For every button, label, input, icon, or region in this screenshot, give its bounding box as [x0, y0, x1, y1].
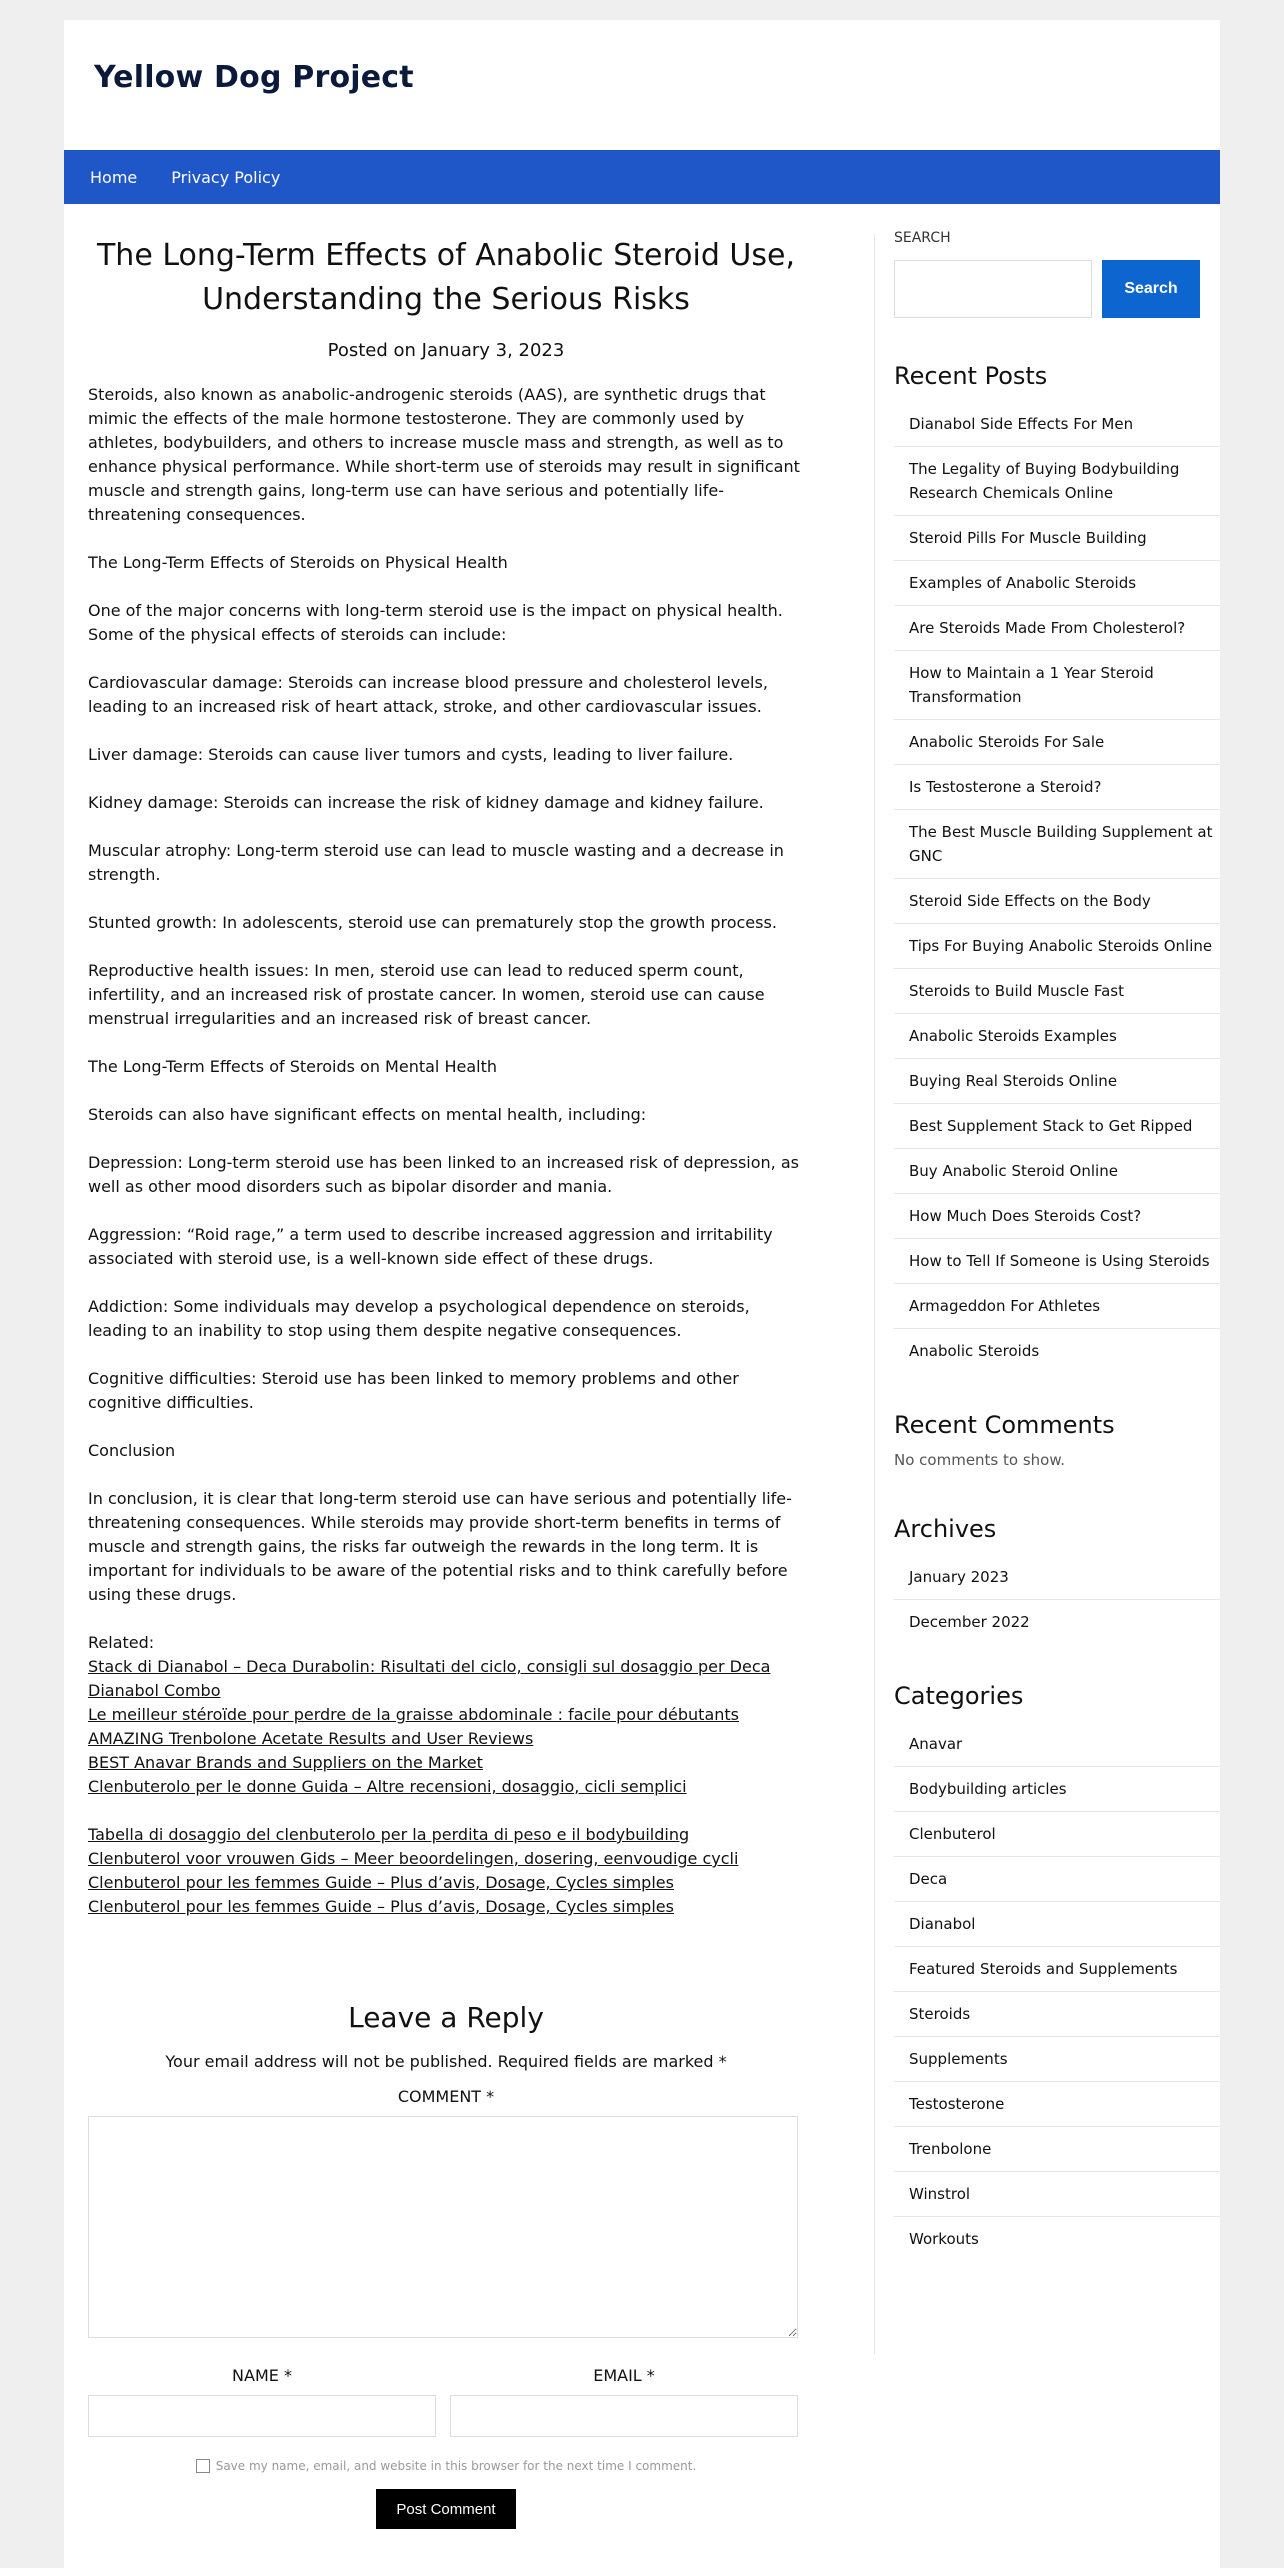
category-link[interactable]: Testosterone [894, 2082, 1220, 2127]
category-link[interactable]: Bodybuilding articles [894, 1767, 1220, 1812]
post-paragraph: Aggression: “Roid rage,” a term used to describe increased aggression and irritability associated with steroid use, is a well-known side effect of these drugs. [88, 1225, 773, 1268]
related-link[interactable]: BEST Anavar Brands and Suppliers on the Market [88, 1753, 483, 1772]
archives-list [894, 1555, 1220, 1644]
recent-post-link[interactable]: Are Steroids Made From Cholesterol? [894, 606, 1220, 651]
category-link[interactable]: Winstrol [894, 2172, 1220, 2217]
post-paragraph: Reproductive health issues: In men, steroid use can lead to reduced sperm count, infertility, and an increased risk of prostate cancer. In women, steroid use can cause menstrual irregularities and an increased risk of breast cancer. [88, 961, 765, 1028]
consent-row [88, 2459, 804, 2473]
related-link[interactable]: Clenbuterolo per le donne Guida – Altre recensioni, dosaggio, cicli semplici [88, 1777, 687, 1796]
recent-post-link[interactable]: Steroid Pills For Muscle Building [894, 516, 1220, 561]
email-label: EMAIL * [593, 2366, 655, 2385]
recent-post-link[interactable]: Armageddon For Athletes [894, 1284, 1220, 1329]
related-label: Related: [88, 1633, 155, 1652]
post-paragraph: Liver damage: Steroids can cause liver tumors and cysts, leading to liver failure. [88, 745, 734, 764]
post-paragraph: One of the major concerns with long-term steroid use is the impact on physical health. Some of the physical effects of steroids can include: [88, 601, 783, 644]
category-link[interactable]: Featured Steroids and Supplements [894, 1947, 1220, 1992]
nav-privacy-policy[interactable]: Privacy Policy [171, 167, 281, 187]
search-button[interactable]: Search [1102, 260, 1200, 318]
recent-post-link[interactable]: Steroid Side Effects on the Body [894, 879, 1220, 924]
sidebar-divider [874, 234, 875, 2354]
category-link[interactable]: Supplements [894, 2037, 1220, 2082]
post-paragraph: Muscular atrophy: Long-term steroid use can lead to muscle wasting and a decrease in strength. [88, 841, 784, 884]
search-widget [894, 260, 1220, 318]
post-paragraph: In conclusion, it is clear that long-term steroid use can have serious and potentially life-threatening consequences. While steroids may provide short-term benefits in terms of muscle and strength gains, the risks far outweigh the rewards in the long term. It is important for individuals to be aware of the potential risks and to think carefully before using these drugs. [88, 1489, 792, 1604]
recent-post-link[interactable]: Best Supplement Stack to Get Ripped [894, 1104, 1220, 1149]
category-link[interactable]: Anavar [894, 1722, 1220, 1767]
related-link[interactable]: Stack di Dianabol – Deca Durabolin: Risultati del ciclo, consigli sul dosaggio per Deca Dianabol Combo [88, 1657, 771, 1700]
site-header [64, 20, 1220, 150]
categories-title: Categories [894, 1682, 1024, 1710]
comment-form [88, 2001, 804, 2529]
post-paragraph: The Long-Term Effects of Steroids on Physical Health [88, 553, 508, 572]
related-link[interactable]: Clenbuterol pour les femmes Guide – Plus d’avis, Dosage, Cycles simples [88, 1897, 674, 1916]
post-paragraph: Conclusion [88, 1441, 176, 1460]
post-paragraph: Addiction: Some individuals may develop a psychological dependence on steroids, leading to an inability to stop using them despite negative consequences. [88, 1297, 750, 1340]
author-fields [88, 2366, 804, 2437]
consent-checkbox[interactable] [196, 2459, 210, 2473]
page [64, 20, 1220, 2568]
post-paragraph: Kidney damage: Steroids can increase the risk of kidney damage and kidney failure. [88, 793, 764, 812]
post-paragraph: Steroids can also have significant effects on mental health, including: [88, 1105, 647, 1124]
recent-post-link[interactable]: How to Tell If Someone is Using Steroids [894, 1239, 1220, 1284]
category-link[interactable]: Trenbolone [894, 2127, 1220, 2172]
post-paragraph: Steroids, also known as anabolic-androgenic steroids (AAS), are synthetic drugs that mimic the effects of the male hormone testosterone. They are commonly used by athletes, bodybuilders, and others to increase muscle mass and strength, as well as to enhance physical performance. While short-term use of steroids may result in significant muscle and strength gains, long-term use can have serious and potentially life-threatening consequences. [88, 385, 800, 524]
recent-post-link[interactable]: Dianabol Side Effects For Men [894, 402, 1220, 447]
site-title[interactable]: Yellow Dog Project [94, 60, 414, 95]
related-link[interactable]: AMAZING Trenbolone Acetate Results and User Reviews [88, 1729, 534, 1748]
comment-textarea[interactable] [88, 2116, 798, 2338]
post-paragraph: Depression: Long-term steroid use has been linked to an increased risk of depression, as well as other mood disorders such as bipolar disorder and mania. [88, 1153, 799, 1196]
category-link[interactable]: Steroids [894, 1992, 1220, 2037]
recent-post-link[interactable]: Steroids to Build Muscle Fast [894, 969, 1220, 1014]
no-comments-text: No comments to show. [894, 1451, 1065, 1469]
email-field-wrap [450, 2366, 798, 2437]
post-paragraph: The Long-Term Effects of Steroids on Mental Health [88, 1057, 497, 1076]
post-title: The Long-Term Effects of Anabolic Steroid Use, Understanding the Serious Risks [96, 238, 795, 317]
post-meta: Posted on January 3, 2023 [327, 340, 565, 361]
recent-post-link[interactable]: Anabolic Steroids For Sale [894, 720, 1220, 765]
recent-post-link[interactable]: The Best Muscle Building Supplement at GNC [894, 810, 1220, 879]
related-link[interactable]: Tabella di dosaggio del clenbuterolo per la perdita di peso e il bodybuilding [88, 1825, 690, 1844]
post-comment-button[interactable]: Post Comment [376, 2489, 515, 2529]
sidebar [894, 230, 1220, 2299]
recent-post-link[interactable]: The Legality of Buying Bodybuilding Research Chemicals Online [894, 447, 1220, 516]
post-paragraph: Cardiovascular damage: Steroids can increase blood pressure and cholesterol levels, leading to an increased risk of heart attack, stroke, and other cardiovascular issues. [88, 673, 768, 716]
categories-list [894, 1722, 1220, 2261]
related-link[interactable]: Clenbuterol pour les femmes Guide – Plus d’avis, Dosage, Cycles simples [88, 1873, 674, 1892]
category-link[interactable]: Dianabol [894, 1902, 1220, 1947]
archive-link[interactable]: January 2023 [894, 1555, 1220, 1600]
email-input[interactable] [450, 2395, 798, 2437]
related-links [88, 1631, 804, 1919]
recent-post-link[interactable]: Examples of Anabolic Steroids [894, 561, 1220, 606]
recent-posts-list [894, 402, 1220, 1373]
search-input[interactable] [894, 260, 1092, 318]
reply-title: Leave a Reply [348, 2001, 544, 2034]
archive-link[interactable]: December 2022 [909, 1613, 1030, 1631]
recent-post-link[interactable]: Anabolic Steroids Examples [894, 1014, 1220, 1059]
recent-post-link[interactable]: Buy Anabolic Steroid Online [894, 1149, 1220, 1194]
main-nav [64, 150, 1220, 204]
main-content [88, 234, 804, 2529]
recent-post-link[interactable]: How Much Does Steroids Cost? [894, 1194, 1220, 1239]
archives-title: Archives [894, 1515, 997, 1543]
recent-post-link[interactable]: Is Testosterone a Steroid? [894, 765, 1220, 810]
recent-post-link[interactable]: Anabolic Steroids [909, 1342, 1040, 1360]
comment-label: COMMENT * [397, 2087, 495, 2106]
related-link[interactable]: Le meilleur stéroïde pour perdre de la graisse abdominale : facile pour débutants [88, 1705, 740, 1724]
post-paragraph: Cognitive difficulties: Steroid use has been linked to memory problems and other cognitive difficulties. [88, 1369, 739, 1412]
related-link[interactable]: Clenbuterol voor vrouwen Gids – Meer beoordelingen, dosering, eenvoudige cycli [88, 1849, 739, 1868]
reply-note: Your email address will not be published. Required fields are marked * [165, 2052, 727, 2071]
recent-comments-title: Recent Comments [894, 1411, 1115, 1439]
name-label: NAME * [232, 2366, 292, 2385]
category-link[interactable]: Clenbuterol [894, 1812, 1220, 1857]
post-paragraph: Stunted growth: In adolescents, steroid use can prematurely stop the growth process. [88, 913, 777, 932]
recent-post-link[interactable]: Tips For Buying Anabolic Steroids Online [894, 924, 1220, 969]
post-body [88, 383, 804, 1607]
name-field-wrap [88, 2366, 436, 2437]
nav-home[interactable]: Home [90, 167, 138, 187]
category-link[interactable]: Deca [894, 1857, 1220, 1902]
name-input[interactable] [88, 2395, 436, 2437]
recent-post-link[interactable]: Buying Real Steroids Online [894, 1059, 1220, 1104]
recent-post-link[interactable]: How to Maintain a 1 Year Steroid Transformation [894, 651, 1220, 720]
category-link[interactable]: Workouts [909, 2230, 979, 2248]
consent-label: Save my name, email, and website in this browser for the next time I comment. [215, 2459, 697, 2473]
search-label: SEARCH [894, 230, 951, 246]
recent-posts-title: Recent Posts [894, 362, 1048, 390]
